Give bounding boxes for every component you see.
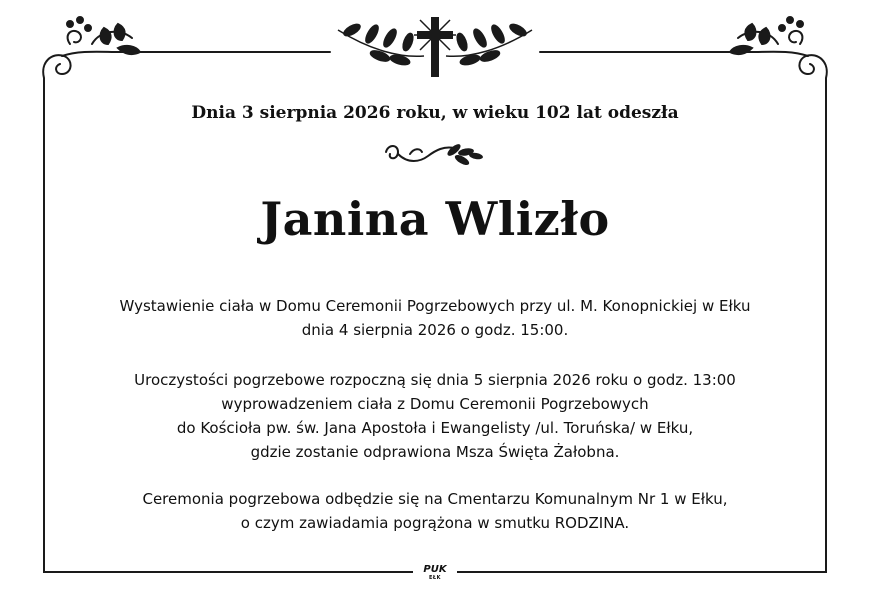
laurel-branch-icon (338, 22, 424, 66)
text-line: Wystawienie ciała w Domu Ceremonii Pogrzebowych przy ul. M. Konopnickiej w Ełku (119, 297, 751, 315)
death-announcement-intro: Dnia 3 sierpnia 2026 roku, w wieku 102 lat odeszła (191, 103, 679, 123)
text-line: Uroczystości pogrzebowe rozpoczną się dnia 5 sierpnia 2026 roku o godz. 13:00 (134, 371, 736, 389)
text-line: gdzie zostanie odprawiona Msza Święta Żałobna. (250, 443, 620, 461)
text-line: dnia 4 sierpnia 2026 o godz. 15:00. (301, 321, 569, 339)
logo-line-1: PUK (423, 564, 447, 575)
corner-flourish-icon (540, 17, 827, 92)
deceased-name: Janina Wlizło (260, 192, 610, 246)
text-line: wyprowadzeniem ciała z Domu Ceremonii Pogrzebowych (221, 395, 649, 413)
frame-bottom-border-left (43, 571, 413, 573)
burial-paragraph (0, 487, 870, 535)
text-line: o czym zawiadamia pogrążona w smutku RODZINA. (240, 514, 630, 532)
laurel-branch-icon (446, 22, 532, 66)
logo-line-2: EŁK (428, 575, 441, 581)
text-line: Ceremonia pogrzebowa odbędzie się na Cmentarzu Komunalnym Nr 1 w Ełku, (142, 490, 728, 508)
text-line: do Kościoła pw. św. Jana Apostoła i Ewangelisty /ul. Toruńska/ w Ełku, (176, 419, 694, 437)
top-ornament (0, 0, 870, 92)
funeral-ceremony-paragraph (0, 368, 870, 464)
viewing-paragraph (0, 294, 870, 342)
frame-bottom-border-right (457, 571, 827, 573)
divider-flourish-icon (384, 140, 484, 170)
corner-flourish-icon (43, 17, 330, 92)
cross-icon (414, 17, 456, 77)
puk-logo (416, 564, 454, 581)
